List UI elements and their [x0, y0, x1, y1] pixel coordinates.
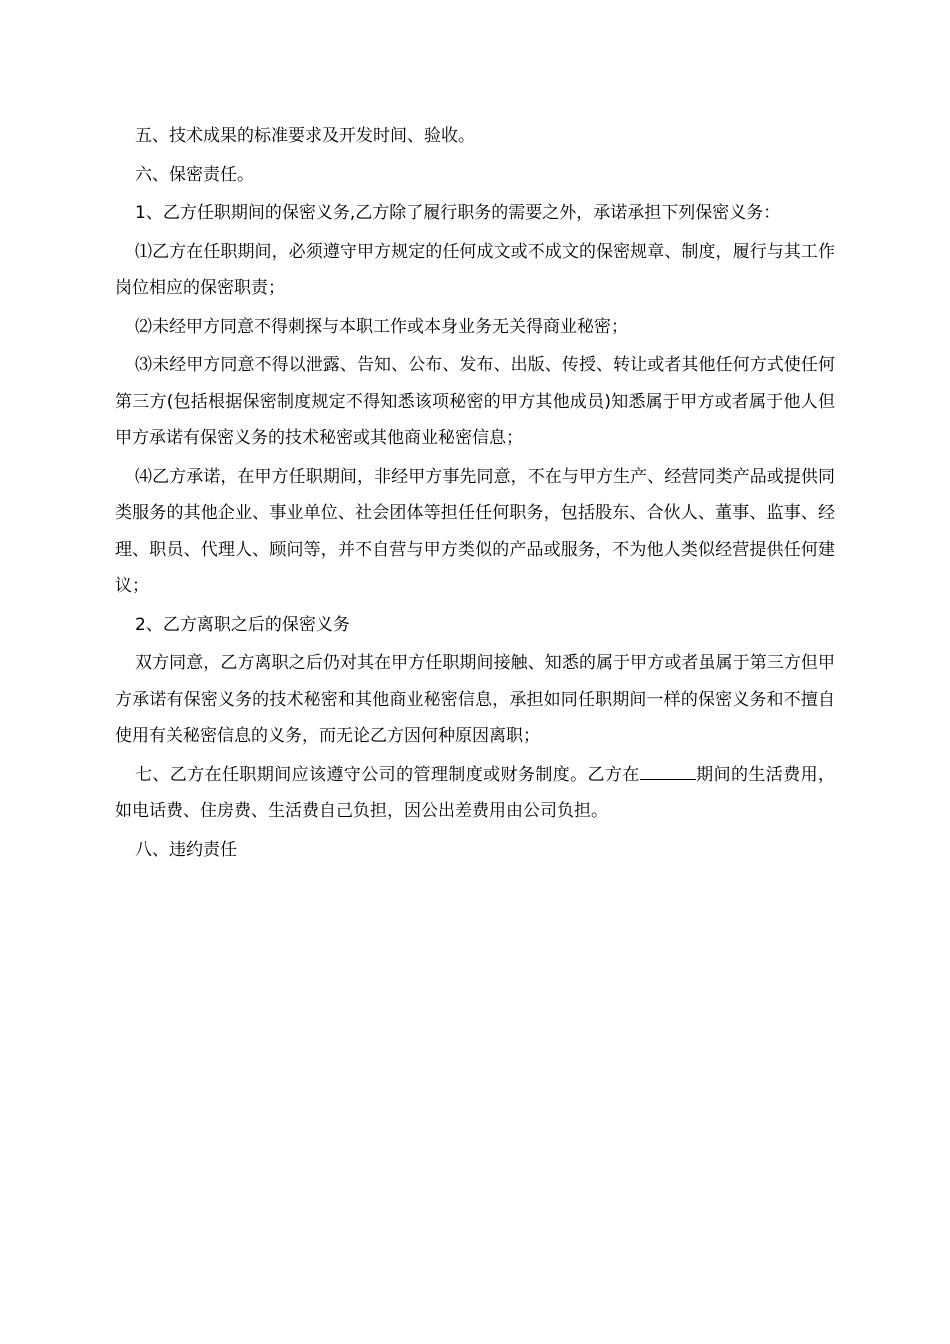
clause-6-subitem-1: ⑴乙方在任职期间，必须遵守甲方规定的任何成文或不成文的保密规章、制度，履行与其工作岗位相应的保密职责；: [115, 241, 835, 298]
clause-7-text-start: 七、乙方在任职期间应该遵守公司的管理制度或财务制度。乙方在: [135, 764, 640, 785]
clause-6-subitem-4: ⑷乙方承诺，在甲方任职期间，非经甲方事先同意，不在与甲方生产、经营同类产品或提供同类服务的其他企业、事业单位、社会团体等担任任何职务，包括股东、合伙人、董事、监事、经理、职员、代理人、顾问等，并不自营与甲方类似的产品或服务，不为他人类似经营提供任何建议；: [115, 466, 835, 596]
clause-6-item-2: 2、乙方离职之后的保密义务: [135, 614, 350, 635]
clause-8-heading: 八、违约责任: [135, 839, 237, 860]
clause-7-text-end: 期间的生活费用，如电话费、住房费、生活费自己负担，因公出差费用由公司负担。: [115, 764, 836, 821]
clause-5-heading: 五、技术成果的标准要求及开发时间、验收。: [135, 126, 475, 146]
fill-in-blank: [640, 765, 696, 780]
clause-6-item-2-body: 双方同意，乙方离职之后仍对其在甲方任职期间接触、知悉的属于甲方或者虽属于第三方但甲方承诺有保密义务的技术秘密和其他商业秘密信息，承担如同任职期间一样的保密义务和不擅自使用有关秘密信息的义务，而无论乙方因何种原因离职；: [115, 653, 835, 746]
clause-6-subitem-2: ⑵未经甲方同意不得刺探与本职工作或本身业务无关得商业秘密；: [135, 316, 628, 337]
document-body: [115, 118, 835, 870]
clause-6-heading: 六、保密责任。: [135, 164, 254, 185]
clause-7: [115, 757, 835, 830]
clause-6-item-1: 1、乙方任职期间的保密义务,乙方除了履行职务的需要之外，承诺承担下列保密义务：: [135, 203, 781, 223]
clause-6-subitem-3: ⑶未经甲方同意不得以泄露、告知、公布、发布、出版、传授、转让或者其他任何方式使任何第三方(包括根据保密制度规定不得知悉该项秘密的甲方其他成员)知悉属于甲方或者属于他人但甲方承诺有保密义务的技术秘密或其他商业秘密信息；: [115, 355, 835, 448]
